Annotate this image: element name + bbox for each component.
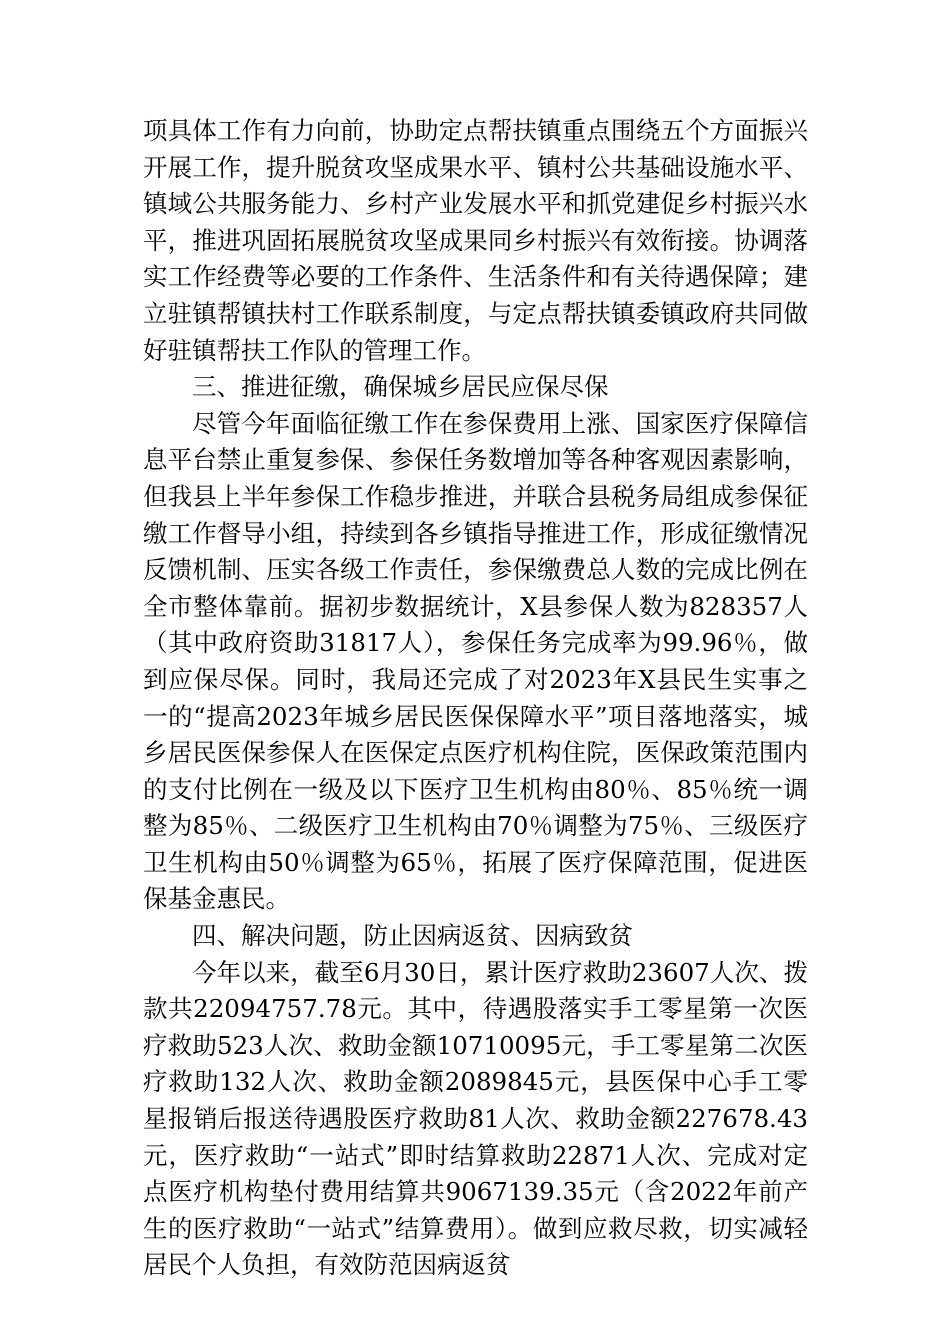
section-heading-three: 三、推进征缴，确保城乡居民应保尽保 [192,372,609,402]
paragraph-continuation: 项具体工作有力向前，协助定点帮扶镇重点围绕五个方面振兴开展工作，提升脱贫攻坚成果水平、镇村公共基础设施水平、镇域公共服务能力、乡村产业发展水平和抓党建促乡村振兴水平，推进巩固拓展脱贫攻坚成果同乡村振兴有效衔接。协调落实工作经费等必要的工作条件、生活条件和有关待遇保障；建立驻镇帮镇扶村工作联系制度，与定点帮扶镇委镇政府共同做好驻镇帮扶工作队的管理工作。 [143,116,808,365]
paragraph-medical-aid: 今年以来，截至6月30日，累计医疗救助23607人次、拨款共22094757.78元。其中，待遇股落实手工零星第一次医疗救助523人次、救助金额10710095元，手工零星第二次医疗救助132人次、救助金额2089845元，县医保中心手工零星报销后报送待遇股医疗救助81人次、救助金额227678.43元，医疗救助“一站式”即时结算救助22871人次、完成对定点医疗机构垫付费用结算共9067139.35元（含2022年前产生的医疗救助“一站式”结算费用）。做到应救尽救，切实减轻居民个人负担，有效防范因病返贫 [143,957,808,1280]
document-body [143,113,808,1284]
paragraph-enrollment: 尽管今年面临征缴工作在参保费用上涨、国家医疗保障信息平台禁止重复参保、参保任务数增加等各种客观因素影响，但我县上半年参保工作稳步推进，并联合县税务局组成参保征缴工作督导小组，持续到各乡镇指导推进工作，形成征缴情况反馈机制、压实各级工作责任，参保缴费总人数的完成比例在全市整体靠前。据初步数据统计，X县参保人数为828357人（其中政府资助31817人），参保任务完成率为99.96％，做到应保尽保。同时，我局还完成了对2023年X县民生实事之一的“提高2023年城乡居民医保保障水平”项目落地落实，城乡居民医保参保人在医保定点医疗机构住院，医保政策范围内的支付比例在一级及以下医疗卫生机构由80％、85％统一调整为85％、二级医疗卫生机构由70％调整为75％、三级医疗卫生机构由50％调整为65％，拓展了医疗保障范围，促进医保基金惠民。 [143,408,808,914]
section-heading-four: 四、解决问题，防止因病返贫、因病致贫 [192,921,633,951]
